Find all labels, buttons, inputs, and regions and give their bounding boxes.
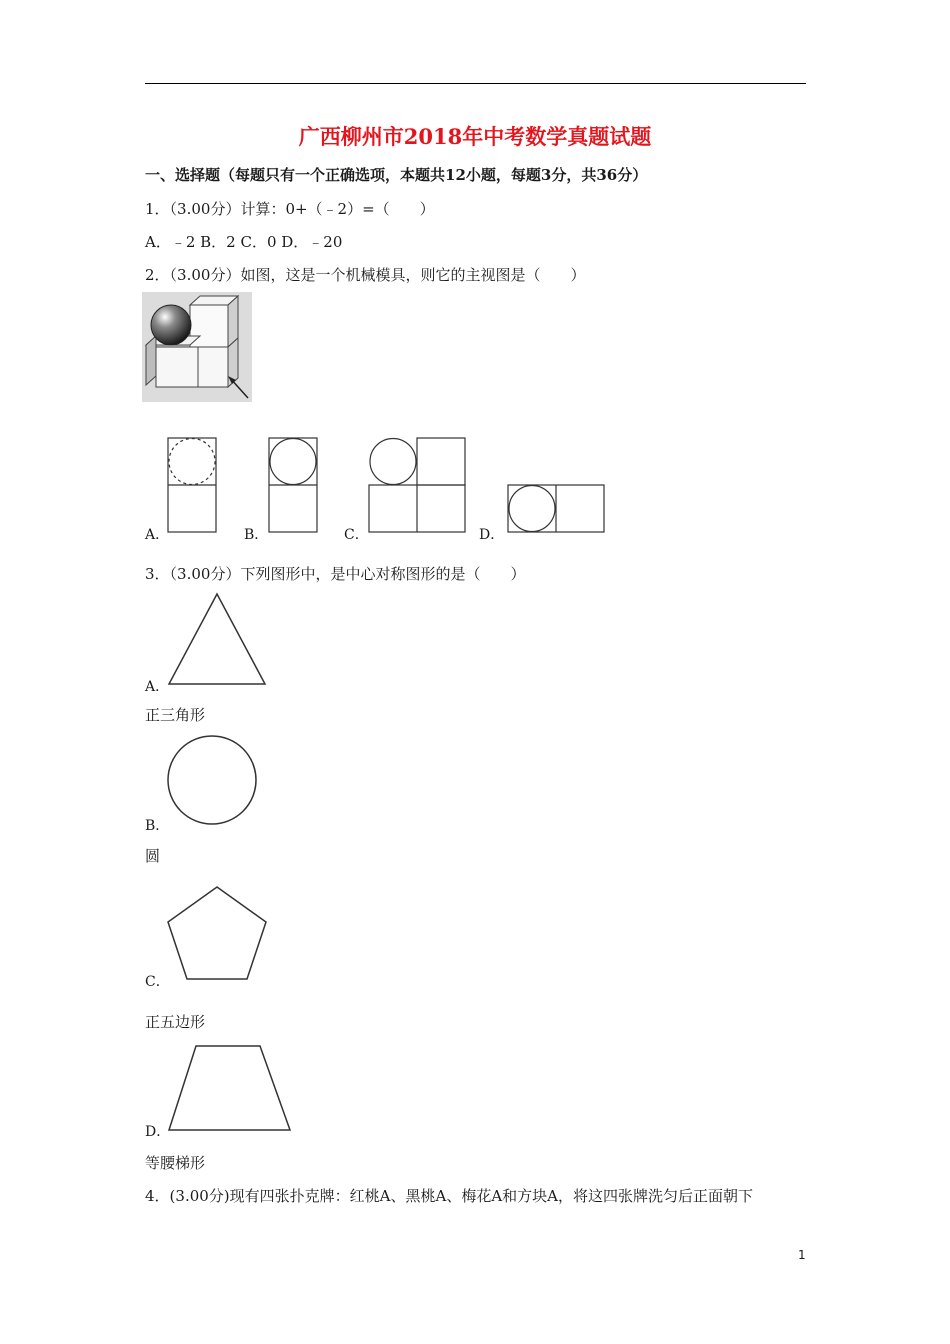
q3-option-a-label: A． bbox=[145, 679, 170, 695]
q3-option-b-label: B． bbox=[145, 818, 170, 834]
q3-option-b-caption: 圆 bbox=[145, 847, 161, 865]
question-2-stem: 2．（3.00分）如图，这是一个机械模具，则它的主视图是（ ） bbox=[145, 266, 586, 284]
q2-option-d-figure bbox=[507, 484, 607, 533]
mold-3d-figure bbox=[142, 292, 252, 402]
document-title: 广西柳州市2018年中考数学真题试题 bbox=[298, 124, 652, 149]
q2-option-b-figure bbox=[268, 437, 320, 533]
q3-option-c-caption: 正五边形 bbox=[145, 1013, 206, 1031]
header-rule bbox=[145, 83, 806, 84]
q3-option-b-circle bbox=[165, 734, 261, 828]
q3-option-d-label: D． bbox=[145, 1124, 171, 1140]
question-3-stem: 3．（3.00分）下列图形中，是中心对称图形的是（ ） bbox=[145, 565, 526, 583]
q2-option-a-figure bbox=[167, 437, 219, 533]
q3-option-a-triangle bbox=[165, 590, 269, 688]
q3-option-c-label: C． bbox=[145, 974, 170, 990]
section-heading: 一、选择题（每题只有一个正确选项，本题共12小题，每题3分，共36分） bbox=[145, 166, 648, 184]
question-1-options: A．﹣2 B．2 C．0 D．﹣20 bbox=[145, 233, 343, 251]
q2-option-a-label: A． bbox=[145, 527, 170, 543]
page-number: 1 bbox=[798, 1248, 806, 1262]
q3-option-a-caption: 正三角形 bbox=[145, 706, 206, 724]
q3-option-d-trapezoid bbox=[166, 1043, 294, 1133]
q2-option-c-figure bbox=[368, 437, 468, 533]
question-1-stem: 1．（3.00分）计算：0+（﹣2）=（ ） bbox=[145, 200, 435, 218]
q2-option-b-label: B． bbox=[244, 527, 269, 543]
question-4-stem: 4．(3.00分)现有四张扑克牌：红桃A、黑桃A、梅花A和方块A，将这四张牌洗匀后正面朝下 bbox=[145, 1187, 753, 1205]
q2-option-c-label: C． bbox=[344, 527, 369, 543]
q3-option-c-pentagon bbox=[164, 884, 270, 982]
q3-option-d-caption: 等腰梯形 bbox=[145, 1154, 206, 1172]
q2-option-d-label: D． bbox=[479, 527, 505, 543]
